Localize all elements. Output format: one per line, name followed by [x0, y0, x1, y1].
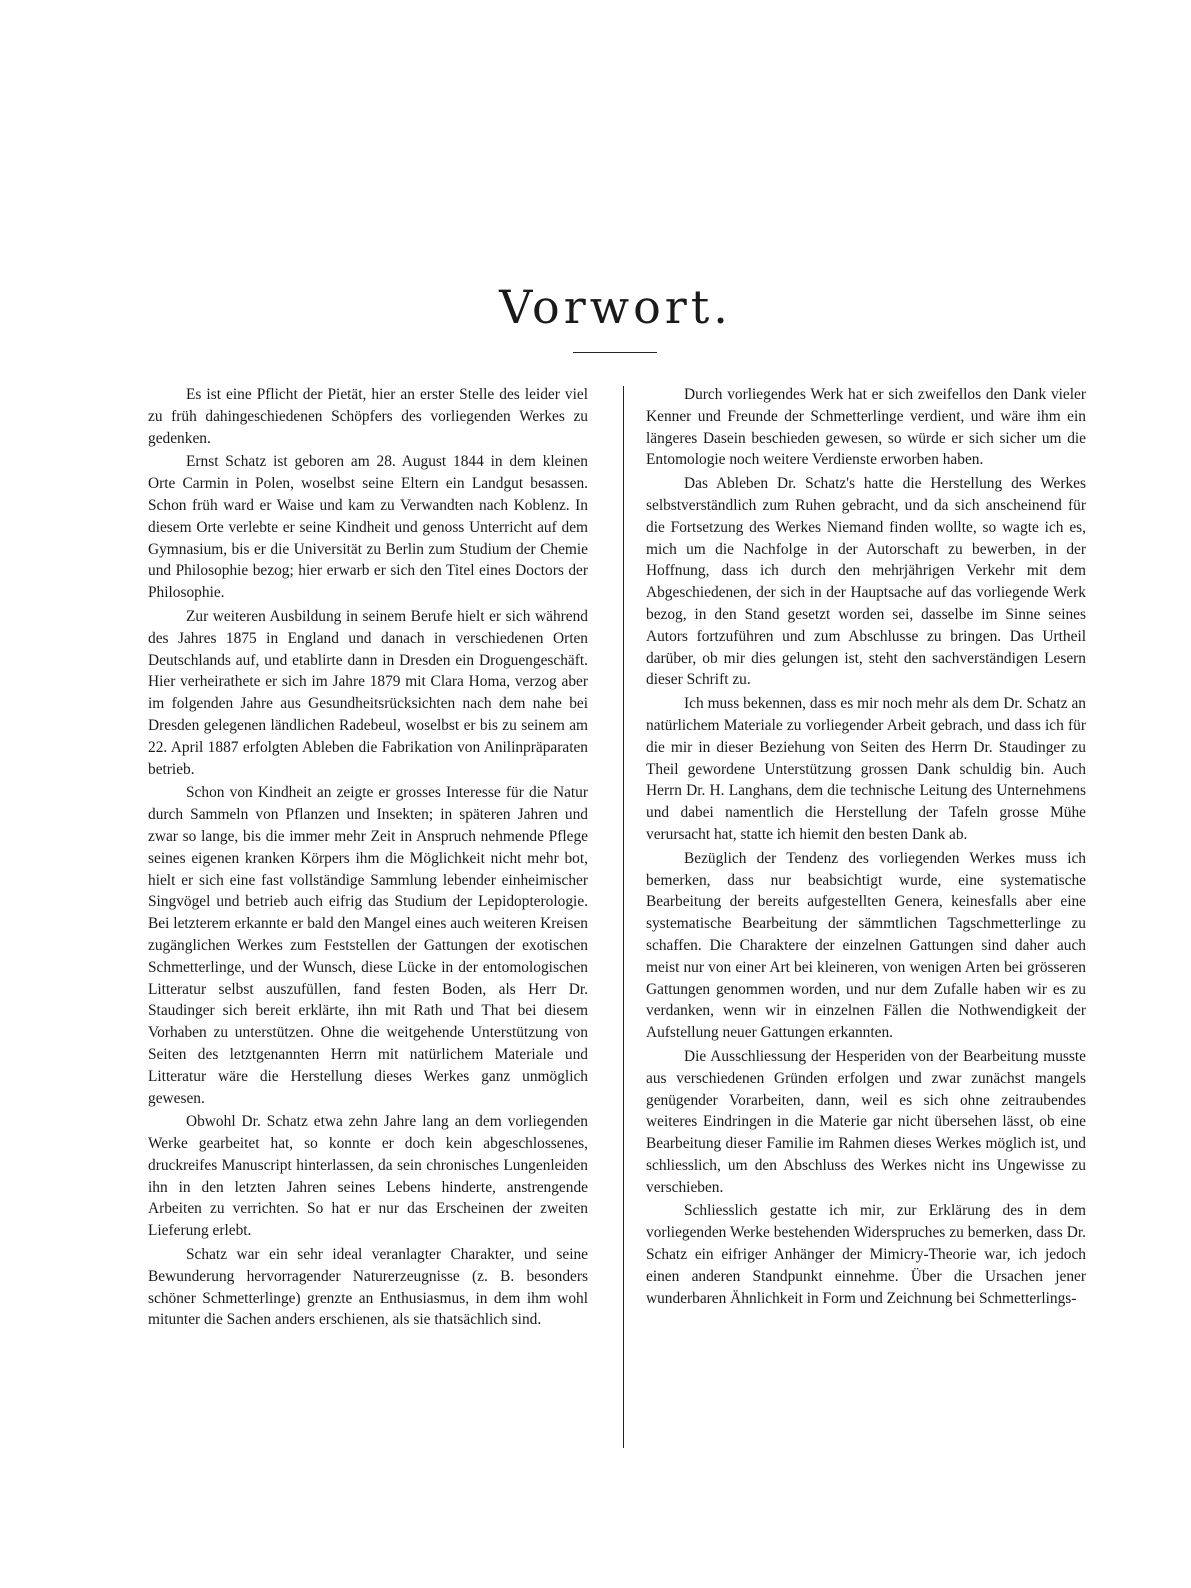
page-title: Vorwort. [499, 280, 732, 334]
paragraph: Schatz war ein sehr ideal veranlagter Charakter, und seine Bewunderung hervorragender Naturerzeugnisse (z. B. besonders schöner Schmetterlinge) grenzte an Enthusiasmus, in dem ihm wohl mitunter die Sachen anders erschienen, als sie thatsächlich sind. [148, 1246, 588, 1329]
right-column [646, 384, 1086, 1311]
paragraph: Obwohl Dr. Schatz etwa zehn Jahre lang an dem vorliegenden Werke gearbeitet hat, so konnte er doch kein abgeschlossenes, druckreifes Manuscript hinterlassen, da sein chronisches Lungenleiden ihn in den letzten Jahren seines Lebens hinderte, anstrengende Arbeiten zu verrichten. So hat er nur das Erscheinen der zweiten Lieferung erlebt. [148, 1113, 588, 1240]
left-column [148, 384, 588, 1333]
paragraph: Schliesslich gestatte ich mir, zur Erklärung des in dem vorliegenden Werke bestehenden Widerspruches zu bemerken, dass Dr. Schatz ein eifriger Anhänger der Mimicry-Theorie war, ich jedoch einen anderen Standpunkt einnehme. Über die Ursachen jener wunderbaren Ähnlichkeit in Form und Zeichnung bei Schmetterlings- [646, 1202, 1086, 1307]
paragraph: Bezüglich der Tendenz des vorliegenden Werkes muss ich bemerken, dass nur beabsichtigt wurde, eine systematische Bearbeitung der bereits aufgestellten Genera, keinesfalls aber eine systematische Bearbeitung der sämmtlichen Tagschmetterlinge zu schaffen. Die Charaktere der einzelnen Gattungen sind daher auch meist nur von einer Art bei kleineren, von wenigen Arten bei grösseren Gattungen genommen worden, und nur dem Zufalle haben wir es zu verdanken, wenn wir in einzelnen Fällen die Nothwendigkeit der Aufstellung neuer Gattungen erkannten. [646, 849, 1086, 1042]
paragraph: Ernst Schatz ist geboren am 28. August 1844 in dem kleinen Orte Carmin in Polen, woselbst seine Eltern ein Landgut besassen. Schon früh ward er Waise und kam zu Verwandten nach Koblenz. In diesem Orte verlebte er seine Kindheit und genoss Unterricht auf dem Gymnasium, bis er die Universität zu Berlin zum Studium der Chemie und Philosophie bezog; hier erwarb er sich den Titel eines Doctors der Philosophie. [148, 453, 588, 602]
column-divider [623, 386, 624, 1448]
paragraph: Das Ableben Dr. Schatz's hatte die Herstellung des Werkes selbstverständlich zum Ruhen gebracht, und da sich anscheinend für die Fortsetzung des Werkes Niemand finden wollte, so wagte ich es, mich um die Nachfolge in der Autorschaft zu bewerben, in der Hoffnung, dass ich durch den mehrjährigen Verkehr mit dem Abgeschiedenen, der sich in der Hauptsache auf das vorliegende Werk bezog, in den Stand gesetzt worden sei, dasselbe im Sinne seines Autors fortzuführen und zum Abschlusse zu bringen. Das Urtheil darüber, ob mir dies gelungen ist, steht den sachverständigen Lesern dieser Schrift zu. [646, 475, 1086, 689]
paragraph: Die Ausschliessung der Hesperiden von der Bearbeitung musste aus verschiedenen Gründen erfolgen und zwar zunächst mangels genügender Vorarbeiten, dann, weil es sich ohne zeitraubendes weiteres Eindringen in die Materie gar nicht übersehen lässt, ob eine Bearbeitung dieser Familie im Rahmen dieses Werkes möglich ist, und schliesslich, um den Abschluss des Werkes nicht ins Ungewisse zu verschieben. [646, 1047, 1086, 1196]
paragraph: Es ist eine Pflicht der Pietät, hier an erster Stelle des leider viel zu früh dahingeschiedenen Schöpfers des vorliegenden Werkes zu gedenken. [148, 386, 588, 447]
title-rule [573, 352, 657, 353]
paragraph: Ich muss bekennen, dass es mir noch mehr als dem Dr. Schatz an natürlichem Materiale zu vorliegender Arbeit gebrach, und dass ich für die mir in dieser Beziehung von Seiten des Herrn Dr. Staudinger zu Theil gewordene Unterstützung grossen Dank schuldig bin. Auch Herrn Dr. H. Langhans, dem die technische Leitung des Unternehmens und dabei namentlich die Herstellung der Tafeln grosse Mühe verursacht hat, statte ich hiemit den besten Dank ab. [646, 695, 1086, 843]
paragraph: Schon von Kindheit an zeigte er grosses Interesse für die Natur durch Sammeln von Pflanzen und Insekten; in späteren Jahren und zwar so lange, bis die immer mehr Zeit in Anspruch nehmende Pflege seines eigenen kranken Körpers ihm die Möglichkeit nicht mehr bot, hielt er sich eine fast vollständige Sammlung lebender einheimischer Singvögel und betrieb auch eifrig das Studium der Lepidopterologie. Bei letzterem erkannte er bald den Mangel eines auch weiteren Kreisen zugänglichen Werkes zum Feststellen der Gattungen der exotischen Schmetterlinge, und der Wunsch, diese Lücke in der entomologischen Litteratur selbst auszufüllen, fand festen Boden, als Herr Dr. Staudinger sich bereit erklärte, ihn mit Rath und That bei diesem Vorhaben zu unterstützen. Ohne die weitgehende Unterstützung von Seiten des letztgenannten Herrn mit natürlichem Materiale und Litteratur wäre die Herstellung dieses Werkes ganz unmöglich gewesen. [148, 784, 588, 1107]
paragraph: Durch vorliegendes Werk hat er sich zweifellos den Dank vieler Kenner und Freunde der Schmetterlinge verdient, und wäre ihm ein längeres Dasein beschieden gewesen, so würde er sich sicher um die Entomologie noch weitere Verdienste erworben haben. [646, 386, 1086, 469]
paragraph: Zur weiteren Ausbildung in seinem Berufe hielt er sich während des Jahres 1875 in England und danach in verschiedenen Orten Deutschlands auf, und etablirte dann in Dresden ein Droguengeschäft. Hier verheirathete er sich im Jahre 1879 mit Clara Homa, verzog aber im folgenden Jahre aus Gesundheitsrücksichten nach dem nahe bei Dresden gelegenen ländlichen Radebeul, woselbst er bis zu seinem am 22. April 1887 erfolgten Ableben die Fabrikation von Anilinpräparaten betrieb. [148, 607, 588, 778]
